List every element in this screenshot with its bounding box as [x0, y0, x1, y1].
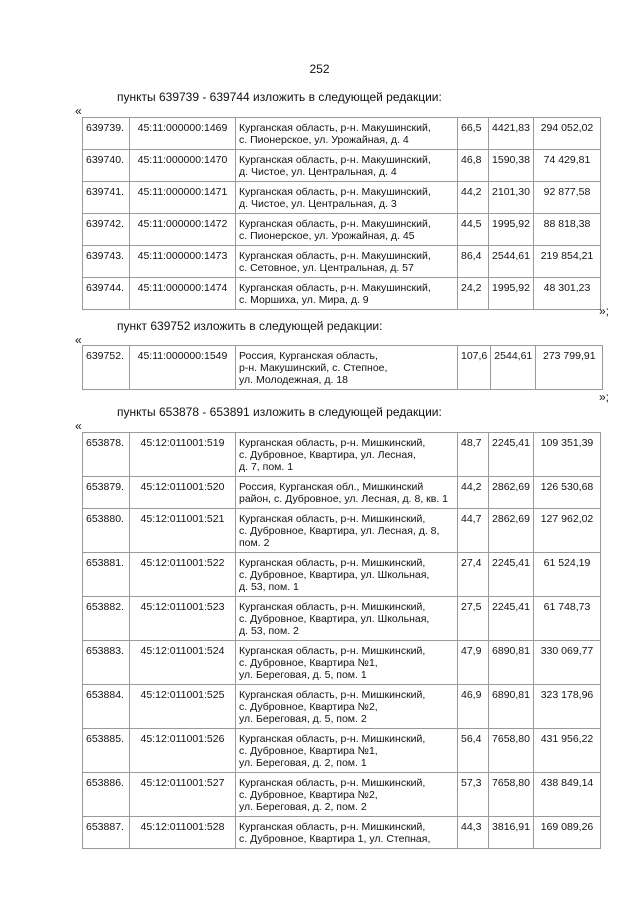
address-line: Курганская область, р-н. Мишкинский, — [239, 777, 426, 789]
unit-cost: 7658,80 — [489, 773, 534, 817]
address-line: ул. Береговая, д. 5, пом. 2 — [239, 713, 367, 725]
register-table — [82, 432, 601, 849]
unit-cost: 1995,92 — [489, 278, 534, 310]
unit-cost: 1995,92 — [489, 214, 534, 246]
address-line: д. 7, пом. 1 — [239, 461, 294, 473]
unit-cost: 7658,80 — [489, 729, 534, 773]
cadastral-number: 45:12:011001:525 — [130, 685, 236, 729]
total-cost: 431 956,22 — [534, 729, 601, 773]
table-row — [83, 773, 601, 817]
address-line: Курганская область, р-н. Мишкинский, — [239, 513, 426, 525]
total-cost: 273 799,91 — [536, 346, 603, 390]
table-row — [83, 214, 601, 246]
address-line: с. Дубровное, Квартира 1, ул. Степная, — [239, 833, 431, 845]
address-line: д. 53, пом. 2 — [239, 625, 299, 637]
address-line: Курганская область, р-н. Макушинский, — [239, 282, 431, 294]
area-value: 107,6 — [458, 346, 491, 390]
total-cost: 219 854,21 — [534, 246, 601, 278]
table-row — [83, 118, 601, 150]
table-row — [83, 182, 601, 214]
address-line: ул. Береговая, д. 2, пом. 1 — [239, 757, 367, 769]
open-quote: « — [75, 104, 82, 118]
unit-cost: 6890,81 — [489, 641, 534, 685]
area-value: 44,5 — [458, 214, 489, 246]
total-cost: 48 301,23 — [534, 278, 601, 310]
row-number: 653885. — [83, 729, 130, 773]
cadastral-number: 45:12:011001:519 — [130, 433, 236, 477]
cadastral-number: 45:11:000000:1473 — [130, 246, 236, 278]
address — [236, 773, 458, 817]
address — [236, 477, 458, 509]
address — [236, 246, 458, 278]
address-line: Курганская область, р-н. Мишкинский, — [239, 557, 426, 569]
table-row — [83, 553, 601, 597]
unit-cost: 2245,41 — [489, 553, 534, 597]
table-row — [83, 817, 601, 849]
row-number: 653880. — [83, 509, 130, 553]
cadastral-number: 45:12:011001:522 — [130, 553, 236, 597]
table-row — [83, 509, 601, 553]
address-line: Курганская область, р-н. Макушинский, — [239, 186, 431, 198]
table-row — [83, 433, 601, 477]
row-number: 653882. — [83, 597, 130, 641]
address-line: д. Чистое, ул. Центральная, д. 3 — [239, 198, 397, 210]
cadastral-number: 45:11:000000:1471 — [130, 182, 236, 214]
open-quote: « — [75, 419, 82, 433]
address — [236, 817, 458, 849]
cadastral-number: 45:11:000000:1474 — [130, 278, 236, 310]
cadastral-number: 45:12:011001:521 — [130, 509, 236, 553]
unit-cost: 4421,83 — [489, 118, 534, 150]
unit-cost: 2544,61 — [489, 246, 534, 278]
address — [236, 641, 458, 685]
unit-cost: 6890,81 — [489, 685, 534, 729]
address — [236, 685, 458, 729]
total-cost: 109 351,39 — [534, 433, 601, 477]
address — [236, 597, 458, 641]
unit-cost: 1590,38 — [489, 150, 534, 182]
total-cost: 61 748,73 — [534, 597, 601, 641]
address-line: с. Пионерское, ул. Урожайная, д. 45 — [239, 230, 415, 242]
row-number: 639743. — [83, 246, 130, 278]
section-heading: пункты 653878 - 653891 изложить в следующей редакции: — [117, 405, 442, 419]
area-value: 24,2 — [458, 278, 489, 310]
area-value: 86,4 — [458, 246, 489, 278]
area-value: 44,3 — [458, 817, 489, 849]
section-heading: пункты 639739 - 639744 изложить в следующей редакции: — [117, 90, 442, 104]
address-line: пом. 2 — [239, 537, 270, 549]
address — [236, 509, 458, 553]
area-value: 66,5 — [458, 118, 489, 150]
area-value: 48,7 — [458, 433, 489, 477]
area-value: 27,4 — [458, 553, 489, 597]
address-line: с. Дубровное, Квартира, ул. Лесная, — [239, 449, 416, 461]
address-line: с. Сетовное, ул. Центральная, д. 57 — [239, 262, 414, 274]
address-line: с. Дубровное, Квартира, ул. Школьная, — [239, 613, 430, 625]
section-heading: пункт 639752 изложить в следующей редакции: — [117, 319, 383, 333]
row-number: 653887. — [83, 817, 130, 849]
address — [236, 346, 458, 390]
address-line: с. Дубровное, Квартира №1, — [239, 745, 378, 757]
area-value: 47,9 — [458, 641, 489, 685]
table-row — [83, 246, 601, 278]
address-line: р-н. Макушинский, с. Степное, — [239, 362, 388, 374]
area-value: 44,2 — [458, 477, 489, 509]
cadastral-number: 45:11:000000:1470 — [130, 150, 236, 182]
address-line: с. Дубровное, Квартира №1, — [239, 657, 378, 669]
cadastral-number: 45:11:000000:1472 — [130, 214, 236, 246]
area-value: 46,8 — [458, 150, 489, 182]
address-line: Курганская область, р-н. Макушинский, — [239, 250, 431, 262]
row-number: 653881. — [83, 553, 130, 597]
total-cost: 92 877,58 — [534, 182, 601, 214]
cadastral-number: 45:12:011001:526 — [130, 729, 236, 773]
total-cost: 127 962,02 — [534, 509, 601, 553]
total-cost: 323 178,96 — [534, 685, 601, 729]
total-cost: 126 530,68 — [534, 477, 601, 509]
total-cost: 61 524,19 — [534, 553, 601, 597]
table-row — [83, 278, 601, 310]
address-line: Курганская область, р-н. Мишкинский, — [239, 437, 426, 449]
address-line: д. Чистое, ул. Центральная, д. 4 — [239, 166, 397, 178]
total-cost: 438 849,14 — [534, 773, 601, 817]
address — [236, 150, 458, 182]
open-quote: « — [75, 333, 82, 347]
table-row — [83, 597, 601, 641]
cadastral-number: 45:12:011001:524 — [130, 641, 236, 685]
cadastral-number: 45:11:000000:1549 — [130, 346, 236, 390]
unit-cost: 2862,69 — [489, 509, 534, 553]
unit-cost: 2245,41 — [489, 597, 534, 641]
address-line: ул. Береговая, д. 5, пом. 1 — [239, 669, 367, 681]
total-cost: 169 089,26 — [534, 817, 601, 849]
address — [236, 214, 458, 246]
table-row — [83, 729, 601, 773]
close-quote: »; — [598, 304, 609, 318]
row-number: 639739. — [83, 118, 130, 150]
area-value: 46,9 — [458, 685, 489, 729]
address — [236, 182, 458, 214]
total-cost: 74 429,81 — [534, 150, 601, 182]
address — [236, 729, 458, 773]
row-number: 639741. — [83, 182, 130, 214]
row-number: 653884. — [83, 685, 130, 729]
cadastral-number: 45:12:011001:528 — [130, 817, 236, 849]
page-number: 252 — [309, 62, 330, 76]
table-row — [83, 346, 603, 390]
address-line: Курганская область, р-н. Мишкинский, — [239, 733, 426, 745]
address-line: Курганская область, р-н. Макушинский, — [239, 122, 431, 134]
address — [236, 118, 458, 150]
address-line: с. Дубровное, Квартира №2, — [239, 789, 378, 801]
address-line: Курганская область, р-н. Мишкинский, — [239, 689, 426, 701]
table-row — [83, 150, 601, 182]
row-number: 639742. — [83, 214, 130, 246]
unit-cost: 2544,61 — [491, 346, 536, 390]
address-line: д. 53, пом. 1 — [239, 581, 299, 593]
register-table — [82, 345, 603, 390]
area-value: 57,3 — [458, 773, 489, 817]
address-line: ул. Молодежная, д. 18 — [239, 374, 348, 386]
address-line: Курганская область, р-н. Макушинский, — [239, 154, 431, 166]
address — [236, 553, 458, 597]
unit-cost: 3816,91 — [489, 817, 534, 849]
address-line: Курганская область, р-н. Мишкинский, — [239, 601, 426, 613]
row-number: 653886. — [83, 773, 130, 817]
address-line: с. Дубровное, Квартира, ул. Лесная, д. 8, — [239, 525, 440, 537]
total-cost: 294 052,02 — [534, 118, 601, 150]
unit-cost: 2245,41 — [489, 433, 534, 477]
cadastral-number: 45:12:011001:527 — [130, 773, 236, 817]
unit-cost: 2862,69 — [489, 477, 534, 509]
address — [236, 278, 458, 310]
address-line: район, с. Дубровное, ул. Лесная, д. 8, кв. 1 — [239, 493, 448, 505]
area-value: 56,4 — [458, 729, 489, 773]
area-value: 27,5 — [458, 597, 489, 641]
row-number: 639752. — [83, 346, 130, 390]
address — [236, 433, 458, 477]
address-line: ул. Береговая, д. 2, пом. 2 — [239, 801, 367, 813]
table-row — [83, 685, 601, 729]
total-cost: 330 069,77 — [534, 641, 601, 685]
cadastral-number: 45:12:011001:523 — [130, 597, 236, 641]
total-cost: 88 818,38 — [534, 214, 601, 246]
address-line: Курганская область, р-н. Мишкинский, — [239, 821, 426, 833]
table-row — [83, 477, 601, 509]
address-line: Россия, Курганская обл., Мишкинский — [239, 481, 424, 493]
row-number: 653879. — [83, 477, 130, 509]
cadastral-number: 45:12:011001:520 — [130, 477, 236, 509]
address-line: с. Дубровное, Квартира №2, — [239, 701, 378, 713]
row-number: 653878. — [83, 433, 130, 477]
address-line: с. Пионерское, ул. Урожайная, д. 4 — [239, 134, 409, 146]
area-value: 44,2 — [458, 182, 489, 214]
table-row — [83, 641, 601, 685]
row-number: 639744. — [83, 278, 130, 310]
address-line: Курганская область, р-н. Макушинский, — [239, 218, 431, 230]
unit-cost: 2101,30 — [489, 182, 534, 214]
area-value: 44,7 — [458, 509, 489, 553]
register-table — [82, 117, 601, 310]
row-number: 653883. — [83, 641, 130, 685]
address-line: Курганская область, р-н. Мишкинский, — [239, 645, 426, 657]
address-line: с. Дубровное, Квартира, ул. Школьная, — [239, 569, 430, 581]
row-number: 639740. — [83, 150, 130, 182]
address-line: Россия, Курганская область, — [239, 350, 378, 362]
cadastral-number: 45:11:000000:1469 — [130, 118, 236, 150]
address-line: с. Моршиха, ул. Мира, д. 9 — [239, 294, 369, 306]
close-quote: »; — [598, 390, 609, 404]
